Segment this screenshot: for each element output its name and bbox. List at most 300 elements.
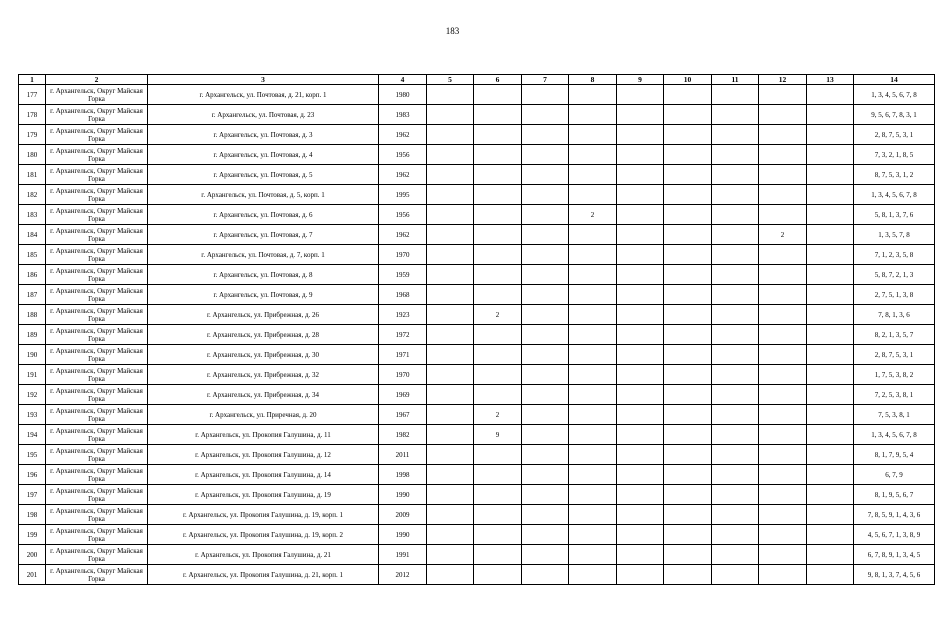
year-built-cell: 1972: [379, 325, 427, 345]
col-12-cell: [759, 505, 807, 525]
col-7-cell: [522, 405, 569, 425]
year-built-cell: 2009: [379, 505, 427, 525]
col-10-cell: [664, 405, 712, 425]
col-11-cell: [712, 565, 759, 585]
col-11-cell: [712, 125, 759, 145]
column-header: 10: [664, 75, 712, 85]
col-12-cell: [759, 165, 807, 185]
district-cell: г. Архангельск, Округ Майская Горка: [46, 285, 148, 305]
column-header: 11: [712, 75, 759, 85]
col-11-cell: [712, 185, 759, 205]
col-12-cell: [759, 525, 807, 545]
row-number-cell: 192: [19, 385, 46, 405]
col-11-cell: [712, 285, 759, 305]
table-row: [19, 405, 935, 425]
col-14-cell: 7, 5, 3, 8, 1: [854, 405, 935, 425]
col-10-cell: [664, 185, 712, 205]
col-13-cell: [807, 465, 854, 485]
col-13-cell: [807, 385, 854, 405]
district-cell: г. Архангельск, Округ Майская Горка: [46, 105, 148, 125]
col-6-cell: [474, 85, 522, 105]
col-8-cell: [569, 565, 617, 585]
address-cell: г. Архангельск, ул. Прокопия Галушина, д. 21: [148, 545, 379, 565]
col-11-cell: [712, 305, 759, 325]
col-11-cell: [712, 105, 759, 125]
col-14-cell: 1, 3, 5, 7, 8: [854, 225, 935, 245]
col-10-cell: [664, 265, 712, 285]
col-5-cell: [427, 265, 474, 285]
col-7-cell: [522, 165, 569, 185]
col-6-cell: [474, 145, 522, 165]
col-13-cell: [807, 225, 854, 245]
address-cell: г. Архангельск, ул. Прокопия Галушина, д. 14: [148, 465, 379, 485]
address-cell: г. Архангельск, ул. Почтовая, д. 6: [148, 205, 379, 225]
district-cell: г. Архангельск, Округ Майская Горка: [46, 185, 148, 205]
table-row: [19, 185, 935, 205]
col-10-cell: [664, 305, 712, 325]
column-header: 3: [148, 75, 379, 85]
col-13-cell: [807, 105, 854, 125]
year-built-cell: 1980: [379, 85, 427, 105]
col-6-cell: [474, 385, 522, 405]
address-cell: г. Архангельск, ул. Почтовая, д. 4: [148, 145, 379, 165]
col-9-cell: [617, 85, 664, 105]
col-7-cell: [522, 225, 569, 245]
col-7-cell: [522, 145, 569, 165]
col-7-cell: [522, 305, 569, 325]
column-header: 13: [807, 75, 854, 85]
col-12-cell: [759, 465, 807, 485]
column-header: 2: [46, 75, 148, 85]
col-12-cell: [759, 205, 807, 225]
district-cell: г. Архангельск, Округ Майская Горка: [46, 325, 148, 345]
col-9-cell: [617, 185, 664, 205]
col-5-cell: [427, 125, 474, 145]
row-number-cell: 184: [19, 225, 46, 245]
row-number-cell: 180: [19, 145, 46, 165]
col-7-cell: [522, 445, 569, 465]
column-header: 9: [617, 75, 664, 85]
col-12-cell: [759, 485, 807, 505]
col-6-cell: [474, 285, 522, 305]
col-11-cell: [712, 145, 759, 165]
col-6-cell: [474, 345, 522, 365]
district-cell: г. Архангельск, Округ Майская Горка: [46, 225, 148, 245]
col-14-cell: 9, 8, 1, 3, 7, 4, 5, 6: [854, 565, 935, 585]
col-12-cell: [759, 345, 807, 365]
col-6-cell: [474, 485, 522, 505]
col-13-cell: [807, 285, 854, 305]
row-number-cell: 178: [19, 105, 46, 125]
col-10-cell: [664, 365, 712, 385]
col-14-cell: 8, 1, 7, 9, 5, 4: [854, 445, 935, 465]
col-10-cell: [664, 465, 712, 485]
district-cell: г. Архангельск, Округ Майская Горка: [46, 465, 148, 485]
row-number-cell: 182: [19, 185, 46, 205]
col-14-cell: 7, 2, 5, 3, 8, 1: [854, 385, 935, 405]
col-6-cell: [474, 165, 522, 185]
col-6-cell: 9: [474, 425, 522, 445]
district-cell: г. Архангельск, Округ Майская Горка: [46, 305, 148, 325]
col-5-cell: [427, 285, 474, 305]
row-number-cell: 186: [19, 265, 46, 285]
col-7-cell: [522, 385, 569, 405]
col-8-cell: [569, 325, 617, 345]
address-cell: г. Архангельск, ул. Прокопия Галушина, д. 12: [148, 445, 379, 465]
col-13-cell: [807, 525, 854, 545]
col-5-cell: [427, 185, 474, 205]
address-cell: г. Архангельск, ул. Почтовая, д. 8: [148, 265, 379, 285]
year-built-cell: 1956: [379, 145, 427, 165]
col-7-cell: [522, 325, 569, 345]
table-row: [19, 145, 935, 165]
col-10-cell: [664, 145, 712, 165]
col-12-cell: [759, 145, 807, 165]
col-7-cell: [522, 365, 569, 385]
address-cell: г. Архангельск, ул. Почтовая, д. 5, корп. 1: [148, 185, 379, 205]
year-built-cell: 1971: [379, 345, 427, 365]
address-cell: г. Архангельск, ул. Почтовая, д. 9: [148, 285, 379, 305]
col-14-cell: 1, 3, 4, 5, 6, 7, 8: [854, 185, 935, 205]
col-14-cell: 1, 7, 5, 3, 8, 2: [854, 365, 935, 385]
col-6-cell: [474, 125, 522, 145]
col-13-cell: [807, 245, 854, 265]
district-cell: г. Архангельск, Округ Майская Горка: [46, 565, 148, 585]
col-6-cell: [474, 205, 522, 225]
table-row: [19, 505, 935, 525]
col-8-cell: [569, 185, 617, 205]
year-built-cell: 1969: [379, 385, 427, 405]
col-13-cell: [807, 445, 854, 465]
year-built-cell: 1990: [379, 485, 427, 505]
col-14-cell: 2, 8, 7, 5, 3, 1: [854, 125, 935, 145]
row-number-cell: 185: [19, 245, 46, 265]
row-number-cell: 188: [19, 305, 46, 325]
col-11-cell: [712, 165, 759, 185]
row-number-cell: 179: [19, 125, 46, 145]
address-cell: г. Архангельск, ул. Прокопия Галушина, д. 19: [148, 485, 379, 505]
col-5-cell: [427, 405, 474, 425]
col-13-cell: [807, 85, 854, 105]
col-10-cell: [664, 445, 712, 465]
address-cell: г. Архангельск, ул. Почтовая, д. 7: [148, 225, 379, 245]
district-cell: г. Архангельск, Округ Майская Горка: [46, 405, 148, 425]
col-14-cell: 5, 8, 1, 3, 7, 6: [854, 205, 935, 225]
district-cell: г. Архангельск, Округ Майская Горка: [46, 385, 148, 405]
col-9-cell: [617, 545, 664, 565]
col-5-cell: [427, 105, 474, 125]
table-row: [19, 365, 935, 385]
col-14-cell: 7, 3, 2, 1, 8, 5: [854, 145, 935, 165]
year-built-cell: 1991: [379, 545, 427, 565]
year-built-cell: 1983: [379, 105, 427, 125]
col-12-cell: [759, 245, 807, 265]
col-14-cell: 1, 3, 4, 5, 6, 7, 8: [854, 85, 935, 105]
col-13-cell: [807, 505, 854, 525]
col-14-cell: 2, 7, 5, 1, 3, 8: [854, 285, 935, 305]
year-built-cell: 1962: [379, 225, 427, 245]
row-number-cell: 177: [19, 85, 46, 105]
col-6-cell: 2: [474, 305, 522, 325]
col-9-cell: [617, 345, 664, 365]
col-6-cell: [474, 265, 522, 285]
col-14-cell: 7, 8, 5, 9, 1, 4, 3, 6: [854, 505, 935, 525]
address-cell: г. Архангельск, ул. Почтовая, д. 3: [148, 125, 379, 145]
col-11-cell: [712, 325, 759, 345]
address-cell: г. Архангельск, ул. Прокопия Галушина, д. 11: [148, 425, 379, 445]
col-11-cell: [712, 365, 759, 385]
col-5-cell: [427, 545, 474, 565]
col-14-cell: 6, 7, 8, 9, 1, 3, 4, 5: [854, 545, 935, 565]
row-number-cell: 199: [19, 525, 46, 545]
col-12-cell: [759, 385, 807, 405]
col-12-cell: [759, 105, 807, 125]
col-6-cell: [474, 225, 522, 245]
col-10-cell: [664, 345, 712, 365]
col-13-cell: [807, 325, 854, 345]
row-number-cell: 200: [19, 545, 46, 565]
col-6-cell: [474, 105, 522, 125]
year-built-cell: 1962: [379, 165, 427, 185]
col-12-cell: [759, 125, 807, 145]
col-8-cell: [569, 545, 617, 565]
table-row: [19, 385, 935, 405]
table-row: [19, 265, 935, 285]
district-cell: г. Архангельск, Округ Майская Горка: [46, 145, 148, 165]
column-header: 8: [569, 75, 617, 85]
district-cell: г. Архангельск, Округ Майская Горка: [46, 425, 148, 445]
col-6-cell: [474, 185, 522, 205]
year-built-cell: 1968: [379, 285, 427, 305]
row-number-cell: 198: [19, 505, 46, 525]
col-7-cell: [522, 525, 569, 545]
col-13-cell: [807, 305, 854, 325]
col-14-cell: 8, 7, 5, 3, 1, 2: [854, 165, 935, 185]
col-6-cell: [474, 565, 522, 585]
col-13-cell: [807, 125, 854, 145]
year-built-cell: 1995: [379, 185, 427, 205]
col-5-cell: [427, 505, 474, 525]
col-11-cell: [712, 345, 759, 365]
col-7-cell: [522, 265, 569, 285]
col-12-cell: [759, 185, 807, 205]
col-9-cell: [617, 225, 664, 245]
col-8-cell: [569, 345, 617, 365]
table-row: [19, 85, 935, 105]
col-10-cell: [664, 85, 712, 105]
row-number-cell: 193: [19, 405, 46, 425]
col-12-cell: [759, 445, 807, 465]
table-row: [19, 125, 935, 145]
col-10-cell: [664, 545, 712, 565]
col-8-cell: [569, 365, 617, 385]
column-header: 6: [474, 75, 522, 85]
address-cell: г. Архангельск, ул. Почтовая, д. 5: [148, 165, 379, 185]
col-10-cell: [664, 285, 712, 305]
col-9-cell: [617, 565, 664, 585]
col-13-cell: [807, 205, 854, 225]
row-number-cell: 183: [19, 205, 46, 225]
address-cell: г. Архангельск, ул. Почтовая, д. 23: [148, 105, 379, 125]
col-9-cell: [617, 365, 664, 385]
col-5-cell: [427, 565, 474, 585]
district-cell: г. Архангельск, Округ Майская Горка: [46, 265, 148, 285]
col-7-cell: [522, 205, 569, 225]
col-9-cell: [617, 385, 664, 405]
col-8-cell: [569, 225, 617, 245]
year-built-cell: 1970: [379, 245, 427, 265]
col-11-cell: [712, 205, 759, 225]
col-9-cell: [617, 245, 664, 265]
col-9-cell: [617, 425, 664, 445]
column-header: 14: [854, 75, 935, 85]
col-7-cell: [522, 285, 569, 305]
table-row: [19, 105, 935, 125]
address-cell: г. Архангельск, ул. Прибрежная, д. 26: [148, 305, 379, 325]
col-6-cell: 2: [474, 405, 522, 425]
district-cell: г. Архангельск, Округ Майская Горка: [46, 205, 148, 225]
col-10-cell: [664, 565, 712, 585]
col-8-cell: [569, 465, 617, 485]
col-11-cell: [712, 545, 759, 565]
column-header: 12: [759, 75, 807, 85]
col-10-cell: [664, 505, 712, 525]
year-built-cell: 1982: [379, 425, 427, 445]
col-8-cell: [569, 305, 617, 325]
column-header: 1: [19, 75, 46, 85]
table-row: [19, 205, 935, 225]
address-cell: г. Архангельск, ул. Почтовая, д. 21, корп. 1: [148, 85, 379, 105]
col-9-cell: [617, 525, 664, 545]
col-10-cell: [664, 325, 712, 345]
col-5-cell: [427, 165, 474, 185]
col-7-cell: [522, 505, 569, 525]
col-14-cell: 2, 8, 7, 5, 3, 1: [854, 345, 935, 365]
col-11-cell: [712, 445, 759, 465]
col-13-cell: [807, 565, 854, 585]
col-13-cell: [807, 345, 854, 365]
col-11-cell: [712, 225, 759, 245]
col-6-cell: [474, 325, 522, 345]
col-12-cell: [759, 285, 807, 305]
col-8-cell: [569, 285, 617, 305]
col-9-cell: [617, 265, 664, 285]
col-8-cell: [569, 485, 617, 505]
col-8-cell: [569, 165, 617, 185]
col-7-cell: [522, 185, 569, 205]
col-8-cell: [569, 425, 617, 445]
address-cell: г. Архангельск, ул. Прибрежная, д. 28: [148, 325, 379, 345]
col-7-cell: [522, 425, 569, 445]
row-number-cell: 181: [19, 165, 46, 185]
col-13-cell: [807, 185, 854, 205]
col-13-cell: [807, 165, 854, 185]
col-5-cell: [427, 245, 474, 265]
district-cell: г. Архангельск, Округ Майская Горка: [46, 485, 148, 505]
col-9-cell: [617, 405, 664, 425]
col-9-cell: [617, 105, 664, 125]
year-built-cell: 2011: [379, 445, 427, 465]
district-cell: г. Архангельск, Округ Майская Горка: [46, 505, 148, 525]
table-row: [19, 165, 935, 185]
col-5-cell: [427, 305, 474, 325]
col-13-cell: [807, 425, 854, 445]
col-11-cell: [712, 405, 759, 425]
col-10-cell: [664, 105, 712, 125]
col-9-cell: [617, 125, 664, 145]
col-7-cell: [522, 85, 569, 105]
row-number-cell: 195: [19, 445, 46, 465]
col-7-cell: [522, 105, 569, 125]
col-7-cell: [522, 545, 569, 565]
row-number-cell: 196: [19, 465, 46, 485]
col-8-cell: [569, 85, 617, 105]
table-row: [19, 325, 935, 345]
col-9-cell: [617, 205, 664, 225]
district-cell: г. Архангельск, Округ Майская Горка: [46, 125, 148, 145]
col-12-cell: [759, 565, 807, 585]
col-8-cell: [569, 245, 617, 265]
col-12-cell: [759, 85, 807, 105]
district-cell: г. Архангельск, Округ Майская Горка: [46, 445, 148, 465]
col-10-cell: [664, 205, 712, 225]
col-11-cell: [712, 385, 759, 405]
address-cell: г. Архангельск, ул. Почтовая, д. 7, корп. 1: [148, 245, 379, 265]
table-row: [19, 485, 935, 505]
col-12-cell: [759, 545, 807, 565]
district-cell: г. Архангельск, Округ Майская Горка: [46, 165, 148, 185]
col-5-cell: [427, 205, 474, 225]
table-row: [19, 425, 935, 445]
col-6-cell: [474, 505, 522, 525]
district-cell: г. Архангельск, Округ Майская Горка: [46, 525, 148, 545]
district-cell: г. Архангельск, Округ Майская Горка: [46, 245, 148, 265]
year-built-cell: 1970: [379, 365, 427, 385]
col-13-cell: [807, 365, 854, 385]
table-row: [19, 445, 935, 465]
col-14-cell: 1, 3, 4, 5, 6, 7, 8: [854, 425, 935, 445]
year-built-cell: 1959: [379, 265, 427, 285]
col-8-cell: [569, 385, 617, 405]
col-13-cell: [807, 145, 854, 165]
table-row: [19, 285, 935, 305]
col-7-cell: [522, 245, 569, 265]
col-5-cell: [427, 385, 474, 405]
building-register-table: [18, 74, 935, 585]
column-header: 7: [522, 75, 569, 85]
col-9-cell: [617, 285, 664, 305]
col-6-cell: [474, 465, 522, 485]
col-8-cell: [569, 505, 617, 525]
col-10-cell: [664, 225, 712, 245]
address-cell: г. Архангельск, ул. Прокопия Галушина, д. 19, корп. 2: [148, 525, 379, 545]
col-6-cell: [474, 245, 522, 265]
year-built-cell: 1956: [379, 205, 427, 225]
col-5-cell: [427, 325, 474, 345]
col-5-cell: [427, 145, 474, 165]
col-9-cell: [617, 505, 664, 525]
table-row: [19, 525, 935, 545]
address-cell: г. Архангельск, ул. Прибрежная, д. 32: [148, 365, 379, 385]
col-11-cell: [712, 245, 759, 265]
col-10-cell: [664, 385, 712, 405]
col-6-cell: [474, 365, 522, 385]
col-9-cell: [617, 325, 664, 345]
col-8-cell: [569, 445, 617, 465]
col-11-cell: [712, 425, 759, 445]
col-10-cell: [664, 125, 712, 145]
district-cell: г. Архангельск, Округ Майская Горка: [46, 365, 148, 385]
